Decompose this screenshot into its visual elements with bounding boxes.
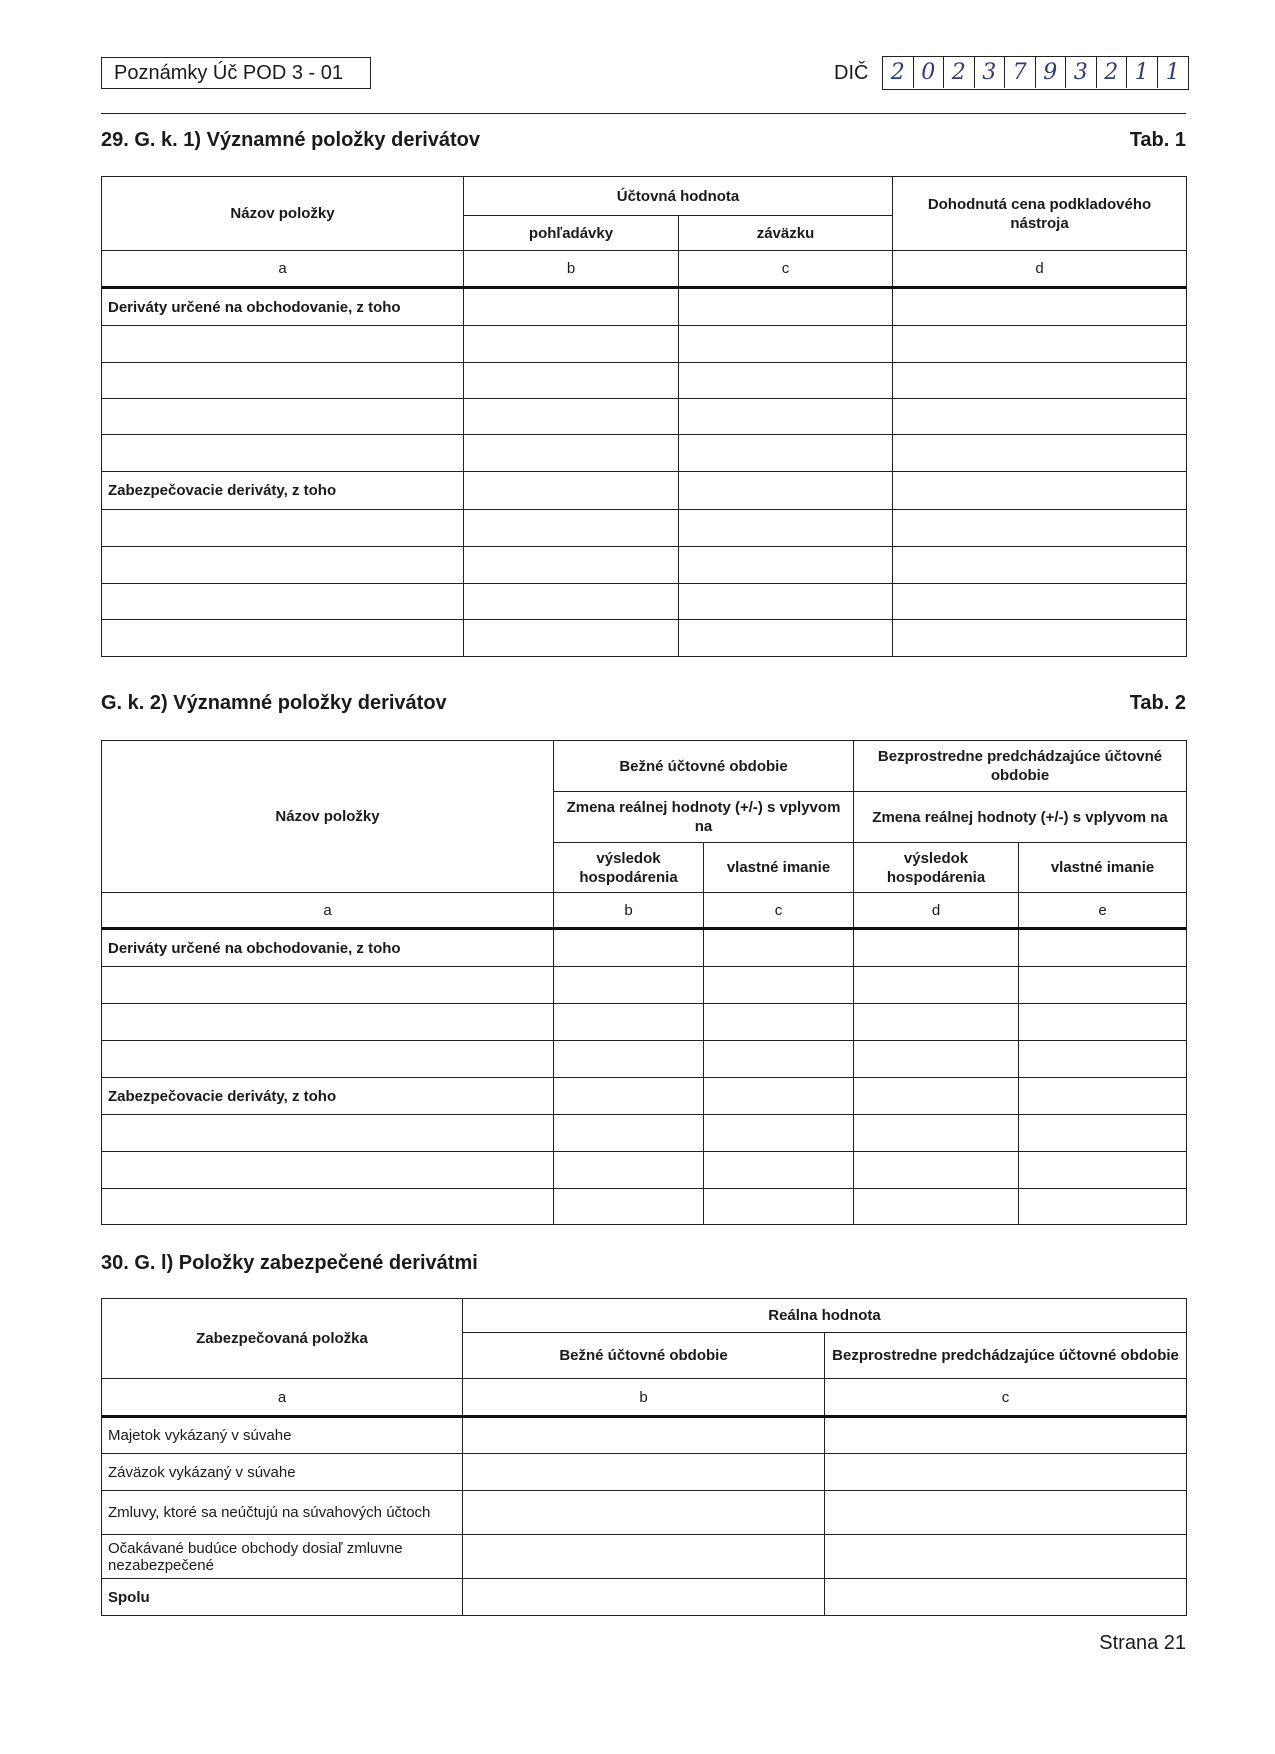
cell-input[interactable] <box>893 326 1187 363</box>
table-row <box>102 1535 1187 1579</box>
header-agreed-price: Dohodnutá cena podkladového nástroja <box>893 177 1187 251</box>
dic-digit[interactable]: 9 <box>1036 57 1067 88</box>
cell-input[interactable] <box>679 472 893 510</box>
cell-input[interactable] <box>1019 1078 1187 1115</box>
header-receivables: pohľadávky <box>464 216 679 251</box>
row-label: Zmluvy, ktoré sa neúčtujú na súvahových účtoch <box>102 1491 463 1535</box>
cell-input[interactable] <box>1019 1004 1187 1041</box>
section-title: 29. G. k. 1) Významné položky derivátov <box>101 129 481 151</box>
derivatives-table-1 <box>101 176 1187 657</box>
cell-input[interactable] <box>893 288 1187 326</box>
header-current-period: Bežné účtovné obdobie <box>463 1333 825 1379</box>
cell-input[interactable] <box>102 1189 554 1225</box>
cell-input[interactable] <box>464 363 679 399</box>
header-liabilities: záväzku <box>679 216 893 251</box>
cell-input[interactable] <box>102 510 464 547</box>
table-row <box>102 399 1187 435</box>
row-label-total: Spolu <box>102 1579 463 1616</box>
cell-input[interactable] <box>554 1004 704 1041</box>
table-row <box>102 1417 1187 1454</box>
cell-input[interactable] <box>1019 1115 1187 1152</box>
header-item-name: Názov položky <box>102 177 464 251</box>
table-row <box>102 967 1187 1004</box>
row-label: Zabezpečovacie deriváty, z toho <box>102 1078 554 1115</box>
table-row <box>102 1004 1187 1041</box>
column-letter: d <box>854 893 1019 929</box>
row-label: Deriváty určené na obchodovanie, z toho <box>102 929 554 967</box>
cell-input[interactable] <box>1019 1152 1187 1189</box>
cell-input[interactable] <box>554 1189 704 1225</box>
table-row <box>102 363 1187 399</box>
cell-input[interactable] <box>554 1115 704 1152</box>
header-hedged-item: Zabezpečovaná položka <box>102 1299 463 1379</box>
cell-input[interactable] <box>464 288 679 326</box>
cell-input[interactable] <box>825 1491 1187 1535</box>
cell-input[interactable] <box>463 1454 825 1491</box>
table-row <box>102 288 1187 326</box>
cell-input[interactable] <box>854 1152 1019 1189</box>
table-row <box>102 1579 1187 1616</box>
cell-input[interactable] <box>554 1152 704 1189</box>
cell-input[interactable] <box>463 1491 825 1535</box>
header-divider <box>101 113 1186 114</box>
section-title: G. k. 2) Významné položky derivátov <box>101 692 447 714</box>
cell-input[interactable] <box>102 547 464 584</box>
cell-input[interactable] <box>679 547 893 584</box>
cell-input[interactable] <box>102 399 464 435</box>
table-row <box>102 510 1187 547</box>
table-row <box>102 1152 1187 1189</box>
cell-input[interactable] <box>704 1152 854 1189</box>
cell-input[interactable] <box>464 584 679 620</box>
cell-input[interactable] <box>893 547 1187 584</box>
column-letter: c <box>679 251 893 288</box>
cell-input[interactable] <box>893 584 1187 620</box>
cell-input[interactable] <box>679 435 893 472</box>
cell-input[interactable] <box>102 1004 554 1041</box>
table-row <box>102 1454 1187 1491</box>
column-letter: a <box>102 893 554 929</box>
cell-input[interactable] <box>825 1535 1187 1579</box>
cell-input[interactable] <box>554 929 704 967</box>
dic-digit[interactable]: 1 <box>1165 60 1180 85</box>
cell-input[interactable] <box>464 510 679 547</box>
row-label: Záväzok vykázaný v súvahe <box>102 1454 463 1491</box>
table-row <box>102 547 1187 584</box>
cell-input[interactable] <box>464 472 679 510</box>
header-profit-loss: výsledok hospodárenia <box>854 843 1019 893</box>
table-row <box>102 929 1187 967</box>
cell-input[interactable] <box>464 326 679 363</box>
table-row <box>102 1115 1187 1152</box>
cell-input[interactable] <box>554 1078 704 1115</box>
cell-input[interactable] <box>854 1041 1019 1078</box>
table-row <box>102 1189 1187 1225</box>
column-letter: b <box>554 893 704 929</box>
header-fv-change-current: Zmena reálnej hodnoty (+/-) s vplyvom na <box>554 792 854 843</box>
dic-digit[interactable]: 2 <box>1097 57 1128 88</box>
header-equity: vlastné imanie <box>704 843 854 893</box>
cell-input[interactable] <box>854 929 1019 967</box>
table-row <box>102 326 1187 363</box>
table-row <box>102 1491 1187 1535</box>
header-item-name: Názov položky <box>102 741 554 893</box>
row-label: Zabezpečovacie deriváty, z toho <box>102 472 464 510</box>
cell-input[interactable] <box>893 435 1187 472</box>
cell-input[interactable] <box>1019 967 1187 1004</box>
column-letter: d <box>893 251 1187 288</box>
header-equity: vlastné imanie <box>1019 843 1187 893</box>
header-previous-period: Bezprostredne predchádzajúce účtovné obdobie <box>825 1333 1187 1379</box>
cell-input[interactable] <box>679 288 893 326</box>
column-letter: b <box>463 1379 825 1417</box>
row-label: Očakávané budúce obchody dosiaľ zmluvne nezabezpečené <box>102 1535 463 1579</box>
cell-input[interactable] <box>1019 1189 1187 1225</box>
column-letter: c <box>704 893 854 929</box>
cell-input[interactable] <box>679 510 893 547</box>
cell-input[interactable] <box>554 1041 704 1078</box>
column-letter: e <box>1019 893 1187 929</box>
cell-input[interactable] <box>679 584 893 620</box>
cell-input[interactable] <box>704 1115 854 1152</box>
column-letter: c <box>825 1379 1187 1417</box>
header-current-period: Bežné účtovné obdobie <box>554 741 854 792</box>
cell-input[interactable] <box>825 1579 1187 1616</box>
form-code-box <box>101 57 371 89</box>
cell-input[interactable] <box>679 363 893 399</box>
cell-input[interactable] <box>854 1004 1019 1041</box>
dic-digit[interactable]: 3 <box>1066 57 1097 88</box>
cell-input[interactable] <box>102 967 554 1004</box>
cell-input[interactable] <box>893 472 1187 510</box>
cell-input[interactable] <box>102 326 464 363</box>
dic-digit[interactable]: 3 <box>975 57 1006 88</box>
cell-input[interactable] <box>825 1417 1187 1454</box>
dic-label: DIČ <box>834 62 869 84</box>
header-fv-change-previous: Zmena reálnej hodnoty (+/-) s vplyvom na <box>854 792 1187 843</box>
page-number: Strana 21 <box>1099 1632 1186 1654</box>
dic-digit[interactable]: 2 <box>883 57 914 88</box>
cell-input[interactable] <box>464 399 679 435</box>
cell-input[interactable] <box>704 1041 854 1078</box>
cell-input[interactable] <box>464 435 679 472</box>
derivatives-table-2 <box>101 740 1187 1225</box>
cell-input[interactable] <box>854 967 1019 1004</box>
section-title: 30. G. l) Položky zabezpečené derivátmi <box>101 1252 478 1274</box>
cell-input[interactable] <box>704 1004 854 1041</box>
cell-input[interactable] <box>704 929 854 967</box>
cell-input[interactable] <box>679 620 893 657</box>
cell-input[interactable] <box>854 1078 1019 1115</box>
cell-input[interactable] <box>825 1454 1187 1491</box>
table-row <box>102 435 1187 472</box>
tab-label: Tab. 2 <box>1129 692 1186 714</box>
column-letter: a <box>102 1379 463 1417</box>
table-row <box>102 1078 1187 1115</box>
cell-input[interactable] <box>893 510 1187 547</box>
cell-input[interactable] <box>463 1535 825 1579</box>
table-row <box>102 472 1187 510</box>
cell-input[interactable] <box>854 1189 1019 1225</box>
cell-input[interactable] <box>704 1189 854 1225</box>
header-accounting-value: Účtovná hodnota <box>464 177 893 216</box>
cell-input[interactable] <box>893 363 1187 399</box>
row-label: Majetok vykázaný v súvahe <box>102 1417 463 1454</box>
cell-input[interactable] <box>102 435 464 472</box>
cell-input[interactable] <box>893 620 1187 657</box>
cell-input[interactable] <box>102 1152 554 1189</box>
cell-input[interactable] <box>893 399 1187 435</box>
cell-input[interactable] <box>102 1041 554 1078</box>
header-fair-value: Reálna hodnota <box>463 1299 1187 1333</box>
table-row <box>102 620 1187 657</box>
tab-label: Tab. 1 <box>1129 129 1186 151</box>
header-previous-period: Bezprostredne predchádzajúce účtovné obdobie <box>854 741 1187 792</box>
cell-input[interactable] <box>102 1115 554 1152</box>
dic-field[interactable] <box>882 56 1189 90</box>
form-code: Poznámky Úč POD 3 - 01 <box>114 62 343 84</box>
cell-input[interactable] <box>704 1078 854 1115</box>
table-row <box>102 584 1187 620</box>
table-row <box>102 1041 1187 1078</box>
hedged-items-table <box>101 1298 1187 1616</box>
cell-input[interactable] <box>464 547 679 584</box>
cell-input[interactable] <box>1019 1041 1187 1078</box>
dic-digit[interactable]: 1 <box>1127 57 1158 88</box>
cell-input[interactable] <box>464 620 679 657</box>
row-label: Deriváty určené na obchodovanie, z toho <box>102 288 464 326</box>
dic-digit[interactable]: 7 <box>1005 57 1036 88</box>
cell-input[interactable] <box>854 1115 1019 1152</box>
cell-input[interactable] <box>463 1417 825 1454</box>
column-letter: b <box>464 251 679 288</box>
cell-input[interactable] <box>463 1579 825 1616</box>
cell-input[interactable] <box>679 326 893 363</box>
cell-input[interactable] <box>102 363 464 399</box>
column-letter: a <box>102 251 464 288</box>
header-profit-loss: výsledok hospodárenia <box>554 843 704 893</box>
cell-input[interactable] <box>679 399 893 435</box>
cell-input[interactable] <box>1019 929 1187 967</box>
cell-input[interactable] <box>102 584 464 620</box>
dic-digit[interactable]: 0 <box>914 57 945 88</box>
cell-input[interactable] <box>102 620 464 657</box>
cell-input[interactable] <box>704 967 854 1004</box>
dic-digit[interactable]: 2 <box>944 57 975 88</box>
cell-input[interactable] <box>554 967 704 1004</box>
